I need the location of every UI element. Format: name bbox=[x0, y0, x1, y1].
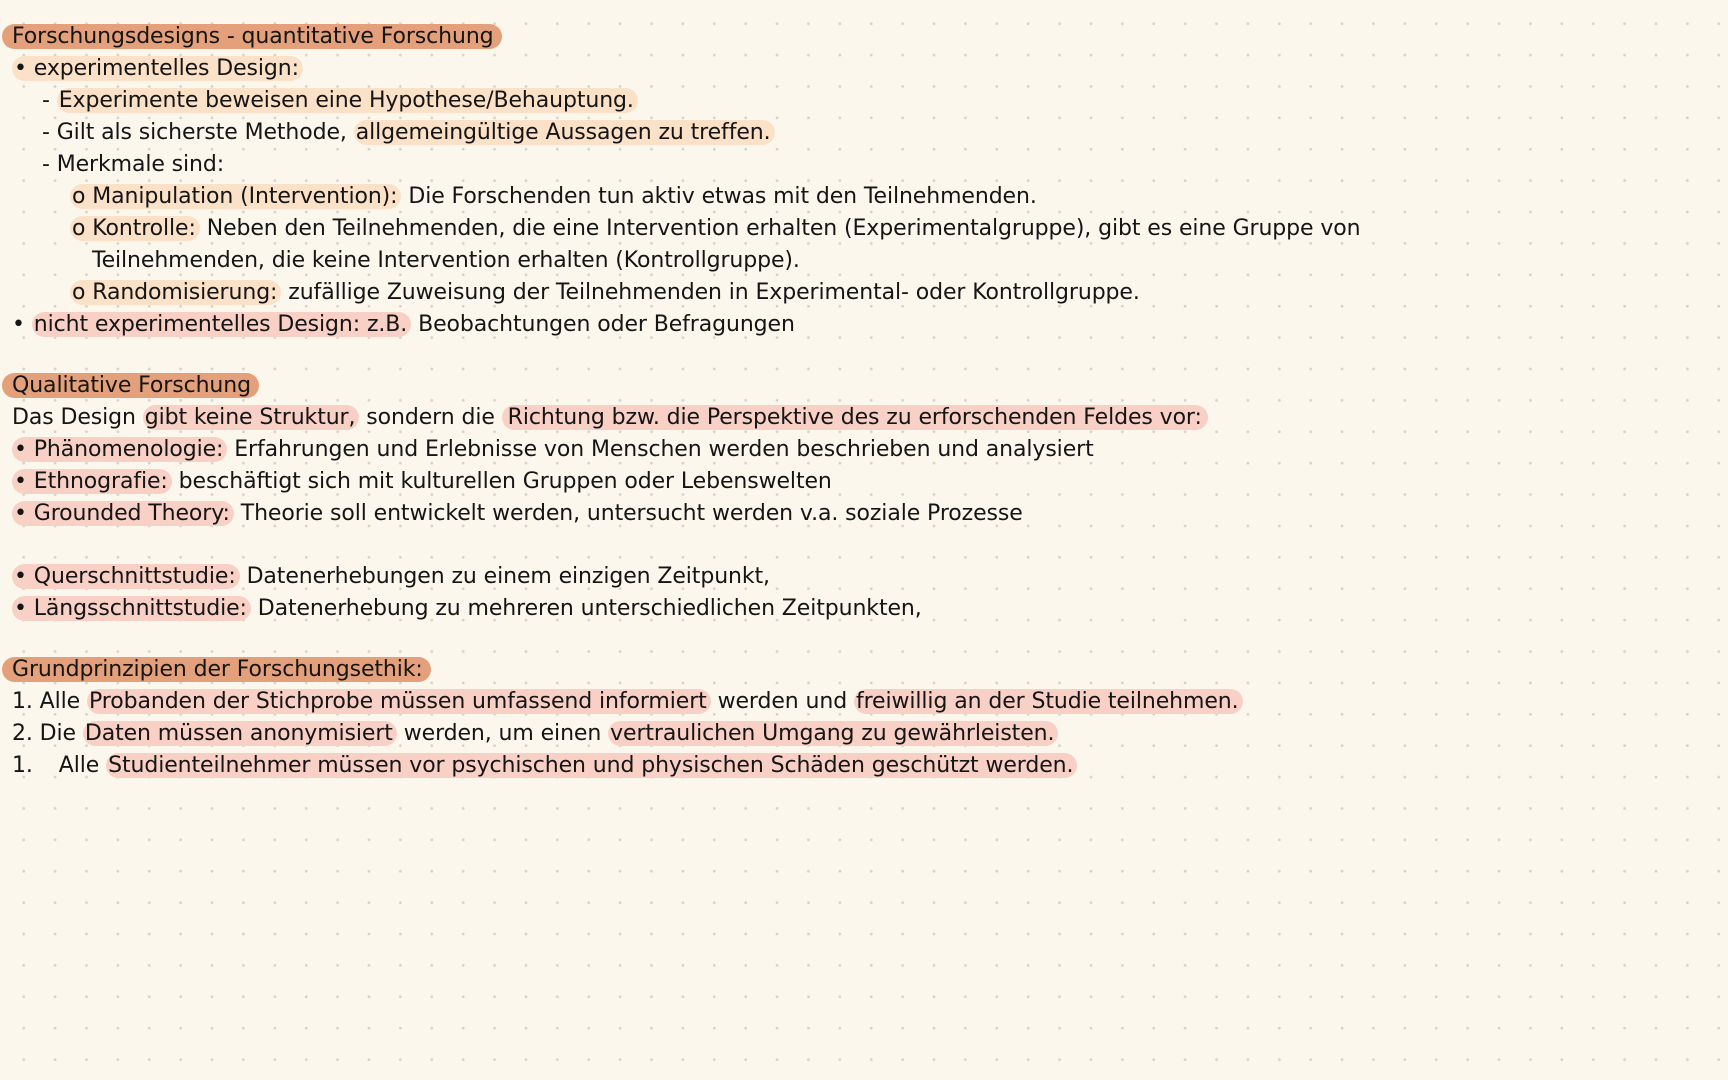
feature-control: o Kontrolle: Neben den Teilnehmenden, die eine Intervention erhalten (Experimentalgruppe), gibt es eine Gruppe von bbox=[72, 216, 1361, 241]
bullet-cross-sectional: • Querschnittstudie: Datenerhebungen zu einem einzigen Zeitpunkt, bbox=[14, 564, 770, 589]
qualitative-intro: Das Design gibt keine Struktur, sondern die Richtung bzw. die Perspektive des zu erforschenden Feldes vor: bbox=[12, 402, 1208, 434]
heading-highlight: Qualitative Forschung bbox=[2, 373, 259, 398]
subitem-features: - Merkmale sind: bbox=[42, 152, 225, 177]
feature-randomization: o Randomisierung: zufällige Zuweisung der Teilnehmenden in Experimental- oder Kontrollgruppe. bbox=[72, 280, 1140, 305]
subitem-experiments: - Experimente beweisen eine Hypothese/Behauptung. bbox=[42, 85, 638, 117]
bullet-non-experimental: • nicht experimentelles Design: z.B. Beobachtungen oder Befragungen bbox=[12, 312, 795, 337]
ethics-principle-2: 2. Die Daten müssen anonymisiert werden, um einen vertraulichen Umgang zu gewährleisten. bbox=[12, 718, 1058, 750]
heading-highlight: Forschungsdesigns - quantitative Forschung bbox=[2, 24, 502, 49]
bullet-longitudinal: • Längsschnittstudie: Datenerhebung zu mehreren unterschiedlichen Zeitpunkten, bbox=[14, 596, 922, 621]
heading-qualitative bbox=[2, 370, 259, 402]
bullet-experimental-design: • experimentelles Design: bbox=[12, 53, 303, 85]
heading-quantitative bbox=[2, 21, 502, 53]
feature-control-continued: Teilnehmenden, die keine Intervention erhalten (Kontrollgruppe). bbox=[92, 248, 800, 273]
bullet-ethnography: • Ethnografie: beschäftigt sich mit kulturellen Gruppen oder Lebenswelten bbox=[14, 469, 832, 494]
ethics-principle-3: 1. Alle Studienteilnehmer müssen vor psychischen und physischen Schäden geschützt werden. bbox=[12, 750, 1077, 782]
bullet-phenomenology: • Phänomenologie: Erfahrungen und Erlebnisse von Menschen werden beschrieben und analysiert bbox=[14, 437, 1094, 462]
heading-research-ethics bbox=[2, 654, 431, 686]
bullet-grounded-theory: • Grounded Theory: Theorie soll entwickelt werden, untersucht werden v.a. soziale Prozesse bbox=[14, 501, 1023, 526]
ethics-principle-1: 1. Alle Probanden der Stichprobe müssen umfassend informiert werden und freiwillig an der Studie teilnehmen. bbox=[12, 686, 1243, 718]
heading-highlight: Grundprinzipien der Forschungsethik: bbox=[2, 657, 431, 682]
subitem-safest-method: - Gilt als sicherste Methode, allgemeingültige Aussagen zu treffen. bbox=[42, 117, 775, 149]
feature-manipulation: o Manipulation (Intervention): Die Forschenden tun aktiv etwas mit den Teilnehmenden. bbox=[72, 184, 1037, 209]
